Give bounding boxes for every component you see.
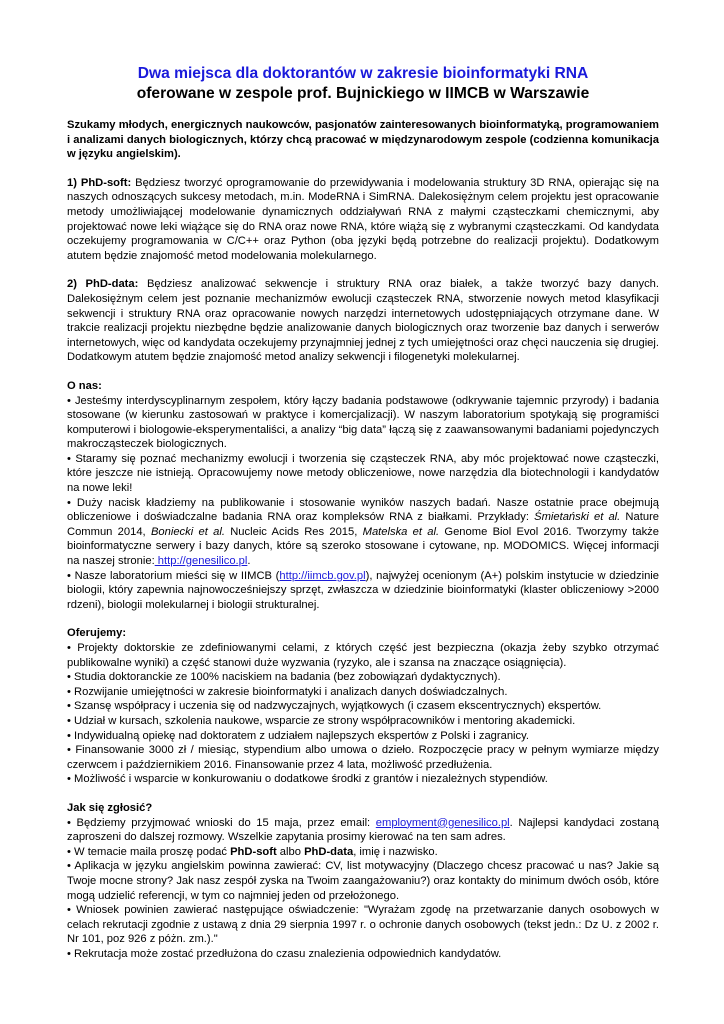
offer-item: • Indywidualną opiekę nad doktoratem z udziałem najlepszych ekspertów z Polski i zagranicy.	[67, 729, 530, 742]
offer-item: • Szansę współpracy i uczenia się od nadzwyczajnych, wyjątkowych (i czasem ekscentrycznych) ekspertów.	[67, 700, 602, 713]
reference-3-authors: Matelska et al.	[362, 525, 440, 538]
apply-bullet-2-text-a: • W temacie maila proszę podać	[67, 845, 231, 858]
iimcb-link[interactable]: http://iimcb.gov.pl	[279, 569, 366, 582]
about-bullet-3	[67, 496, 659, 569]
employment-email-link[interactable]: employment@genesilico.pl	[375, 816, 510, 829]
about-section	[67, 379, 659, 613]
about-heading: O nas:	[67, 379, 102, 392]
apply-bullet-3: • Aplikacja w języku angielskim powinna zawierać: CV, list motywacyjny (Dlaczego chcesz pracować u nas? Jakie są Twoje mocne strony? Jak nasz zespół zyska na Twoim zaangażowaniu?) oraz kontakty do minimum dwóch osób, które mogą udzielić referencji, w tym co najmniej jeden od przełożonego.	[67, 860, 659, 902]
phd-soft-paragraph	[67, 176, 659, 264]
phd-soft-text: Będziesz tworzyć oprogramowanie do przewidywania i modelowania struktury 3D RNA, opierając się na naszych odnoszących sukcesy metodach, m.in. ModeRNA i SimRNA. Dalekosiężnym celem projektu jest opracowanie metody umożliwiającej modelowanie dynamicznych oddziaływań RNA z małymi cząsteczkami chemicznymi, aby projektować nowe leki wiążące się do RNA oraz nowe RNA, które wiążą się z wybranymi cząsteczkami. Od kandydata oczekujemy programowania w C/C++ oraz Python (oba języki będą potrzebne do realizacji projektu). Dodatkowym atutem będzie znajomość metod modelowania molekularnego.	[67, 176, 660, 262]
reference-2-authors: Boniecki et al.	[150, 525, 225, 538]
phd-data-label: 2) PhD-data:	[67, 278, 139, 291]
phd-data-subject: PhD-data	[304, 845, 354, 858]
about-bullet-4-text-b: ), najwyżej ocenionym (A+) polskim instytucie w dziedzinie biologii, który zapewnia najnowocześniejszy sprzęt, zwłaszcza w dziedzinie bioinformatyki (klaster obliczeniowy >2000 rdzeni), biologii molekularnej i biologii strukturalnej.	[67, 569, 659, 611]
apply-bullet-5: • Rekrutacja może zostać przedłużona do czasu znalezienia odpowiednich kandydatów.	[67, 947, 502, 960]
about-bullet-3-text: • Duży nacisk kładziemy na publikowanie i stosowanie wyników naszych badań. Nasze ostatnie prace obejmują obliczeniowe i doświadczalne badania RNA oraz kompleksów RNA z białkami. Przykłady:	[67, 496, 659, 524]
title-line-2: oferowane w zespole prof. Bujnickiego w IIMCB w Warszawie	[136, 85, 590, 102]
about-bullet-2: • Staramy się poznać mechanizmy ewolucji i tworzenia się cząsteczek RNA, aby móc projektować nowe cząsteczki, które jeszcze nie istnieją. Opracowujemy nowe metody obliczeniowe, nowe narzędzia dla biotechnologii i kandydatów na nowe leki!	[67, 452, 659, 495]
offer-item: • Studia doktoranckie ze 100% naciskiem na badania (bez zobowiązań dydaktycznych).	[67, 671, 501, 684]
apply-bullet-2	[67, 845, 659, 860]
apply-heading: Jak się zgłosić?	[67, 801, 153, 814]
reference-1-journal: Nature Commun 2014,	[67, 511, 660, 538]
about-bullet-1: • Jesteśmy interdyscyplinarnym zespołem, który łączy badania podstawowe (odkrywanie tajemnic przyrody) i badania stosowane (w kierunku zastosowań w praktyce i komercjalizacji). W naszym laboratorium spotykają się programiści komputerowi i biologowie-eksperymentaliści, a analizy “big data” łączą się z zaawansowanymi badaniami pojedynczych makrocząsteczek biologicznych.	[67, 394, 659, 451]
apply-bullet-2-or: albo	[276, 845, 305, 858]
reference-3-journal: Genome Biol Evol 2016. Tworzymy także bioinformatyczne serwery i bazy danych, które są szeroko stosowane i cytowane, np. MODOMICS. Więcej informacji na naszej stronie:	[67, 525, 659, 568]
apply-bullet-4: • Wniosek powinien zawierać następujące oświadczenie: "Wyrażam zgodę na przetwarzanie danych osobowych w celach rekrutacji zgodnie z ustawą z dnia 29 sierpnia 1997 r. o ochronie danych osobowych (tekst jedn.: Dz U. z 2002 r. Nr 101, poz 926 z póżn. zm.)."	[67, 904, 659, 946]
about-bullet-4-text-a: • Nasze laboratorium mieści się w IIMCB (	[67, 569, 280, 582]
intro-paragraph: Szukamy młodych, energicznych naukowców, pasjonatów zainteresowanych bioinformatyką, programowaniem i analizami danych biologicznych, którzy chcą pracować w międzynarodowym zespole (codzienna komunikacja w języku angielskim).	[67, 119, 659, 161]
offer-item: • Rozwijanie umiejętności w zakresie bioinformatyki i analizach danych doświadczalnych.	[67, 685, 508, 698]
apply-bullet-1-text-a: • Będziemy przyjmować wnioski do 15 maja, przez email:	[67, 816, 376, 829]
phd-soft-subject: PhD-soft	[230, 845, 277, 858]
reference-1-authors: Śmietański et al.	[534, 511, 621, 524]
apply-section	[67, 801, 659, 962]
offer-section	[67, 626, 659, 787]
offer-heading: Oferujemy:	[67, 627, 127, 640]
phd-data-paragraph	[67, 277, 659, 365]
offer-item: • Udział w kursach, szkolenia naukowe, wsparcie ze strony współpracowników i mentoring akademicki.	[67, 714, 576, 727]
offer-item: • Finansowanie 3000 zł / miesiąc, stypendium albo umowa o dzieło. Rozpoczęcie pracy w pełnym wymiarze między czerwcem i październikiem 2016. Finansowanie przez 4 lata, możliwość przedłużenia.	[67, 744, 659, 771]
phd-soft-label: 1) PhD-soft:	[67, 176, 132, 189]
offer-item: • Projekty doktorskie ze zdefiniowanymi celami, z których część jest bezpieczna (okazja żeby szybko otrzymać publikowalne wyniki) a część stanowi duże wyzwania (ryzyko, ale i szansa na znaczące osiągnięcia).	[67, 642, 659, 669]
offer-item: • Możliwość i wsparcie w konkurowaniu o dodatkowe środki z grantów i niezależnych stypendiów.	[67, 773, 548, 786]
phd-data-text: Będziesz analizować sekwencje i struktury RNA oraz białek, a także tworzyć bazy danych. Dalekosiężnym celem jest poznanie mechanizmów ewolucji cząsteczek RNA, stworzenie nowych metod klasyfikacji sekwencji i struktury RNA oraz opracowanie nowych narzędzi internetowych udostępniających otrzymane dane. W trakcie realizacji projektu niezbędne będzie analizowanie danych biologicznych oraz tworzenie baz danych i serwerów internetowych, więc od kandydata oczekujemy przynajmniej jednej z tych umiejętności oraz chęci nauczenia się drugiej. Dodatkowym atutem będzie znajomość metod analizy sekwencji i filogenetyki molekularnej.	[67, 278, 659, 364]
about-bullet-4	[67, 569, 659, 613]
apply-bullet-1-text-b: . Najlepsi kandydaci zostaną zaproszeni do dalszej rozmowy. Wszelkie zapytania prosimy kierować na ten sam adres.	[67, 816, 659, 844]
about-bullet-3-end: .	[247, 555, 251, 568]
apply-bullet-1	[67, 816, 659, 845]
document-page	[67, 64, 659, 975]
apply-bullet-2-end: , imię i nazwisko.	[353, 845, 438, 858]
title-line-1: Dwa miejsca dla doktorantów w zakresie bioinformatyki RNA	[137, 65, 589, 82]
reference-2-journal: Nucleic Acids Res 2015,	[224, 525, 363, 538]
genesilico-link[interactable]: http://genesilico.pl	[154, 555, 248, 568]
